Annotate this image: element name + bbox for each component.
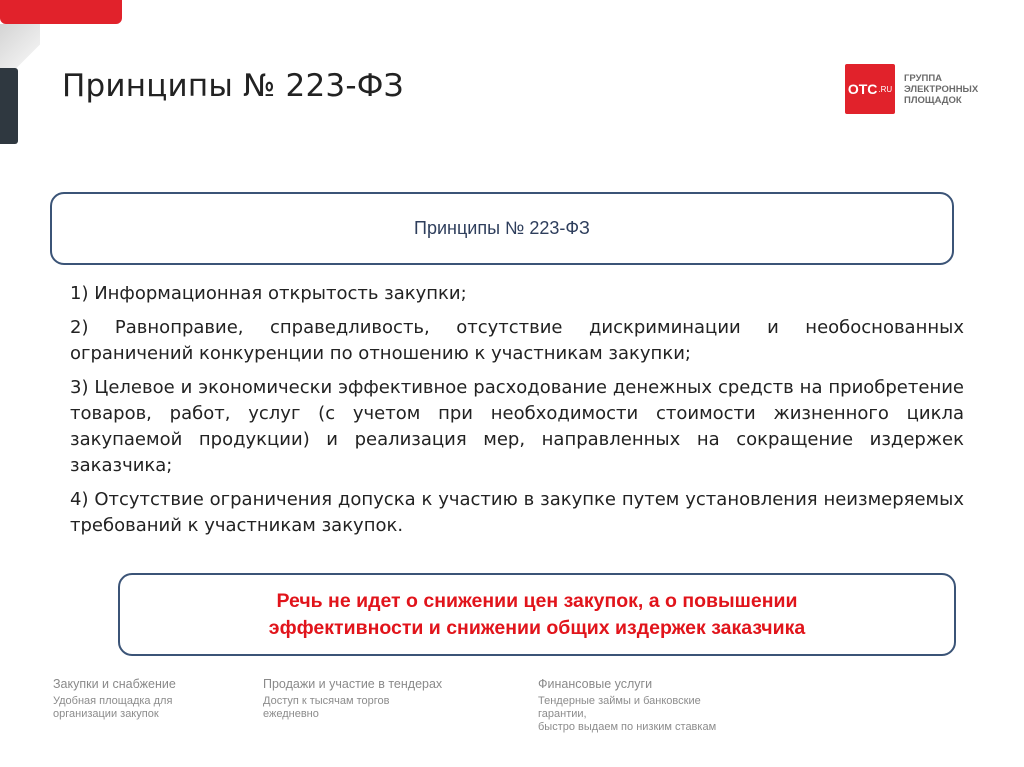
footer-heading: Продажи и участие в тендерах xyxy=(263,677,443,691)
principle-item: 4) Отсутствие ограничения допуска к участию в закупке путем установления неизмеряемых требований к участникам закупок. xyxy=(70,489,964,536)
logo-mark xyxy=(845,64,895,114)
corner-tab-decoration xyxy=(0,0,122,24)
logo-text-line: ЭЛЕКТРОННЫХ xyxy=(904,83,979,95)
footer-column-sales xyxy=(263,677,442,721)
logo-mark-suffix: .RU xyxy=(878,84,893,94)
footer-column-finance xyxy=(538,677,716,734)
logo-text-line: ГРУППА xyxy=(904,72,943,84)
company-logo xyxy=(845,64,978,114)
principle-item: 3) Целевое и экономически эффективное расходование денежных средств на приобретение товаров, работ, услуг (с учетом при необходимости стоимости жизненного цикла закупаемой продукции) и реализация мер, направленных на сокращение издержек заказчика; xyxy=(70,377,964,476)
footer-description: Удобная площадка для организации закупок xyxy=(53,695,173,720)
callout-box xyxy=(118,573,956,656)
footer-column-procurement xyxy=(53,677,176,721)
page-title: Принципы № 223-ФЗ xyxy=(62,68,404,104)
logo-text xyxy=(904,73,978,106)
side-bar-decoration xyxy=(0,68,18,144)
footer-description: Тендерные займы и банковские гарантии, быстро выдаем по низким ставкам xyxy=(538,695,717,733)
principles-list xyxy=(70,281,964,547)
logo-mark-text: ОТС xyxy=(847,81,878,97)
callout-text xyxy=(269,588,805,642)
footer-description: Доступ к тысячам торгов ежедневно xyxy=(263,695,390,720)
logo-text-line: ПЛОЩАДОК xyxy=(904,94,962,106)
section-header-label: Принципы № 223-ФЗ xyxy=(414,218,590,238)
footer-heading: Финансовые услуги xyxy=(538,677,653,691)
section-header-box xyxy=(50,192,954,265)
callout-line: эффективности и снижении общих издержек заказчика xyxy=(268,616,806,639)
principle-item: 1) Информационная открытость закупки; xyxy=(70,283,467,304)
principle-item: 2) Равноправие, справедливость, отсутствие дискриминации и необоснованных ограничений конкуренции по отношению к участникам закупки; xyxy=(70,317,964,364)
callout-line: Речь не идет о снижении цен закупок, а о повышении xyxy=(276,589,798,612)
footer-heading: Закупки и снабжение xyxy=(53,677,176,691)
